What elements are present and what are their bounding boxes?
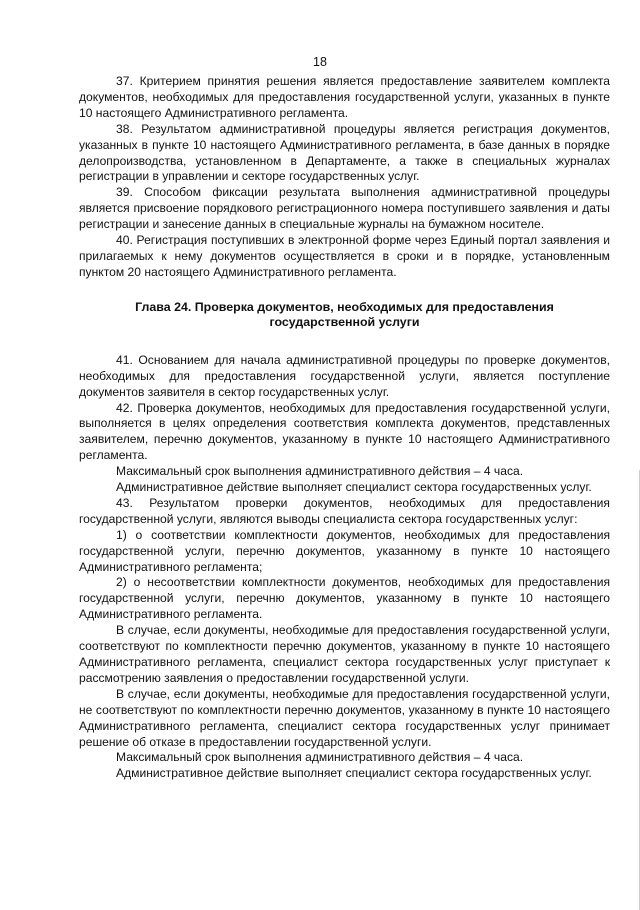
- paragraph-37: 37. Критерием принятия решения является предоставление заявителем комплекта документов, необходимых для предоставления государственной услуги, указанных в пункте 10 настоящего Административного регламента.: [79, 74, 610, 120]
- paragraph-42: 42. Проверка документов, необходимых для предоставления государственной услуги, выполняется в целях определения соответствия комплекта документов, представленных заявителем, перечню документов, указанному в пункте 10 настоящего Административного регламента.: [79, 400, 610, 463]
- paragraph-performer-2: Административное действие выполняет специалист сектора государственных услуг.: [116, 766, 592, 781]
- paragraph-case-complete: В случае, если документы, необходимые для предоставления государственной услуги, соответствуют по комплектности перечню документов, указанному в пункте 10 настоящего Административного регламента, специалист сектора государственных услуг приступает к рассмотрению заявления о предоставлении государственной услуги.: [79, 623, 610, 685]
- page-number: 18: [313, 55, 327, 69]
- document-body: [79, 74, 610, 782]
- paragraph-38: 38. Результатом административной процедуры является регистрация документов, указанных в пункте 10 настоящего Административного регламента, в базе данных в порядке делопроизводства, установленном в Департаменте, а также в специальных журналах регистрации в управлении и секторе государственных услуг.: [79, 121, 610, 184]
- paragraph-41: 41. Основанием для начала административной процедуры по проверке документов, необходимых для предоставления государственной услуги, является поступление документов заявителя в сектор государственных услуг.: [79, 352, 610, 399]
- chapter-heading: [79, 300, 610, 331]
- paragraph-performer-1: Административное действие выполняет специалист сектора государственных услуг.: [116, 480, 592, 495]
- paragraph-43-item-2: 2) о несоответствии комплектности документов, необходимых для предоставления государственной услуги, перечню документов, указанному в пункте 10 настоящего Административного регламента.: [79, 575, 610, 622]
- paragraph-max-time-1: Максимальный срок выполнения административного действия – 4 часа.: [116, 464, 524, 479]
- paragraph-39: 39. Способом фиксации результата выполнения административной процедуры является присвоение порядкового регистрационного номера поступившего заявления и даты регистрации и занесение данных в специальные журналы на бумажном носителе.: [79, 185, 610, 232]
- paragraph-43: 43. Результатом проверки документов, необходимых для предоставления государственной услуги, являются выводы специалиста сектора государственных услуг:: [79, 495, 610, 526]
- paragraph-case-incomplete: В случае, если документы, необходимые для предоставления государственной услуги, не соответствуют по комплектности перечню документов, указанному в пункте 10 настоящего Административного регламента, специалист сектора государственных услуг принимает решение об отказе в предоставлении государственной услуги.: [79, 686, 610, 749]
- chapter-heading-line-1: Глава 24. Проверка документов, необходимых для предоставления: [135, 299, 554, 314]
- paragraph-43-item-1: 1) о соответствии комплектности документов, необходимых для предоставления государственной услуги, перечню документов, указанному в пункте 10 настоящего Административного регламента;: [79, 527, 610, 574]
- paragraph-max-time-2: Максимальный срок выполнения административного действия – 4 часа.: [116, 750, 524, 765]
- chapter-heading-line-2: государственной услуги: [269, 315, 420, 330]
- paragraph-40: 40. Регистрация поступивших в электронной форме через Единый портал заявления и прилагаемых к нему документов осуществляется в сроки и в порядке, установленным пунктом 20 настоящего Административного регламента.: [79, 233, 610, 279]
